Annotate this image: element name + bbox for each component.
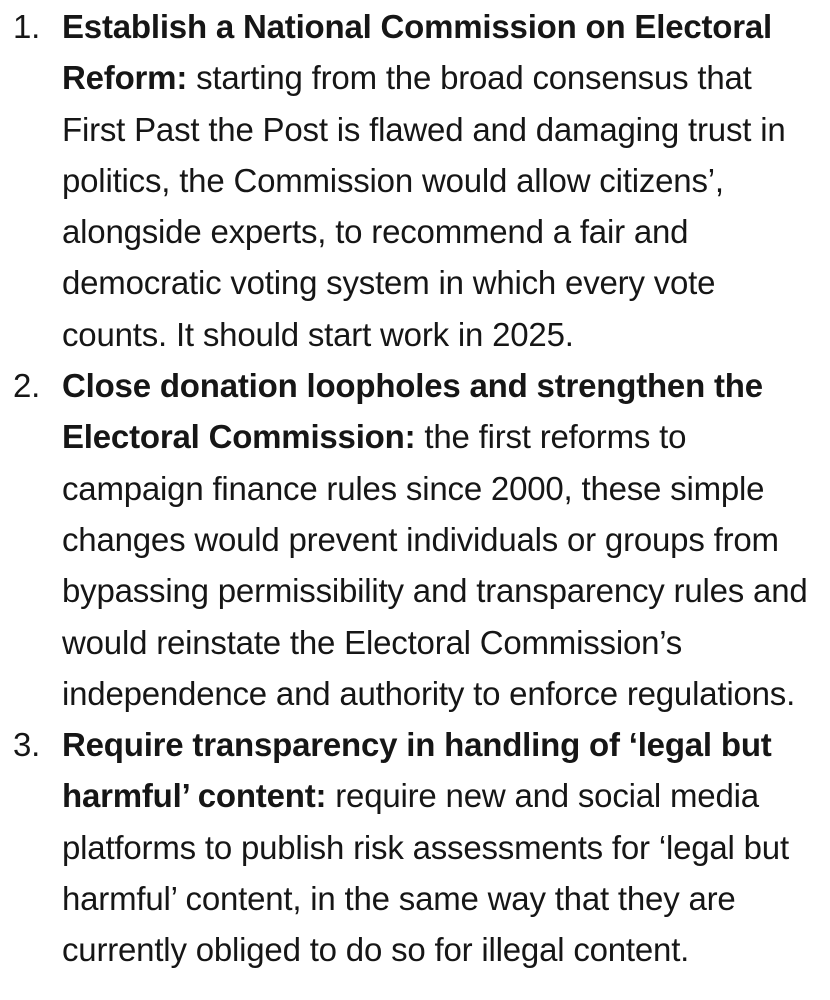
regular-run: changes would prevent individuals or groups from (62, 520, 779, 558)
bold-run: Require transparency in handling of ‘legal but (62, 726, 772, 764)
regular-run: independence and authority to enforce regulations. (62, 674, 796, 712)
bold-run: harmful’ content: (62, 777, 327, 815)
text-line (62, 873, 830, 924)
text-line (62, 257, 830, 308)
text-line (62, 309, 830, 360)
regular-run: require new and social media (326, 777, 759, 815)
text-line (62, 822, 830, 873)
text-line (62, 565, 830, 616)
text-line (62, 206, 830, 257)
text-line (62, 924, 830, 975)
text-line (62, 104, 830, 155)
text-line (62, 617, 830, 668)
regular-run: democratic voting system in which every vote (62, 264, 716, 302)
text-line (62, 719, 830, 770)
text-line (62, 668, 830, 719)
text-line (62, 52, 830, 103)
text-line (62, 411, 830, 462)
text-line (62, 1, 830, 52)
bold-run: Electoral Commission: (62, 418, 416, 456)
regular-run: politics, the Commission would allow citizens’, (62, 161, 724, 199)
regular-run: counts. It should start work in 2025. (62, 315, 574, 353)
list-number: 2. (13, 367, 41, 405)
text-line (62, 514, 830, 565)
regular-run: First Past the Post is flawed and damaging trust in (62, 110, 786, 148)
regular-run: campaign finance rules since 2000, these simple (62, 469, 765, 507)
list-number: 1. (13, 8, 41, 45)
regular-run: currently obliged to do so for illegal content. (62, 931, 690, 969)
text-line (62, 463, 830, 514)
regular-run: bypassing permissibility and transparency rules and (62, 572, 808, 610)
bold-run: Reform: (62, 59, 188, 97)
text-line (62, 770, 830, 821)
text-line (62, 155, 830, 206)
regular-run: platforms to publish risk assessments for ‘legal but (62, 828, 789, 866)
regular-run: harmful’ content, in the same way that they are (62, 880, 736, 918)
bold-run: Close donation loopholes and strengthen the (62, 367, 763, 405)
text-line (62, 360, 830, 411)
list-item-1 (0, 1, 830, 360)
list-number: 3. (13, 726, 41, 764)
regular-run: alongside experts, to recommend a fair and (62, 213, 689, 251)
regular-run: the first reforms to (415, 418, 687, 456)
list-item-3 (0, 719, 830, 975)
regular-run: starting from the broad consensus that (187, 59, 752, 97)
bold-run: Establish a National Commission on Electoral (62, 8, 773, 45)
regular-run: would reinstate the Electoral Commission’s (62, 623, 683, 661)
list-item-2 (0, 360, 830, 719)
